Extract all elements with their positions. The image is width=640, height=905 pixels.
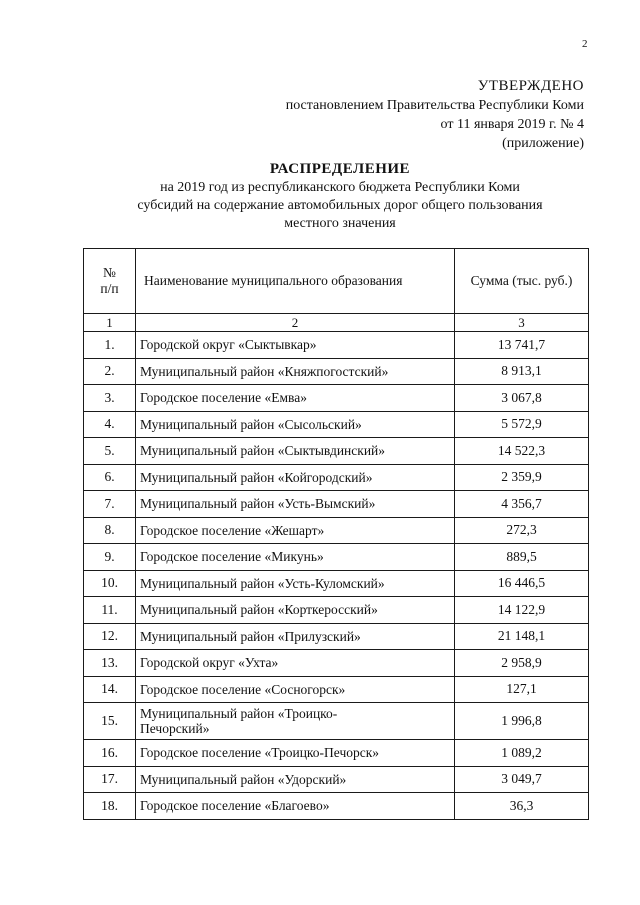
row-number: 1.	[84, 332, 136, 359]
row-sum: 36,3	[455, 793, 589, 820]
row-name: Муниципальный район «Корткеросский»	[136, 597, 455, 624]
row-number: 16.	[84, 740, 136, 767]
header-number-sign: №	[103, 265, 116, 280]
row-name	[136, 703, 455, 740]
row-name-line: Муниципальный район «Троицко-	[140, 706, 338, 721]
row-sum: 13 741,7	[455, 332, 589, 359]
table-row	[84, 793, 589, 820]
table-row	[84, 597, 589, 624]
table-column-numbers-row	[84, 314, 589, 332]
column-number: 1	[84, 314, 136, 332]
row-name: Городской округ «Ухта»	[136, 650, 455, 677]
row-number: 8.	[84, 517, 136, 544]
document-title-block	[100, 160, 580, 233]
approval-line: постановлением Правительства Республики Коми	[285, 98, 584, 113]
row-name: Городское поселение «Троицко-Печорск»	[136, 740, 455, 767]
row-number: 5.	[84, 438, 136, 465]
row-sum: 2 359,9	[455, 464, 589, 491]
approval-appendix-line: (приложение)	[502, 136, 584, 151]
row-sum: 2 958,9	[455, 650, 589, 677]
row-number: 9.	[84, 544, 136, 571]
row-name: Муниципальный район «Сысольский»	[136, 411, 455, 438]
row-name: Муниципальный район «Койгородский»	[136, 464, 455, 491]
row-number: 2.	[84, 358, 136, 385]
column-number: 2	[136, 314, 455, 332]
approval-date-line: от 11 января 2019 г. № 4	[440, 117, 584, 132]
page-number: 2	[582, 38, 588, 50]
column-number: 3	[455, 314, 589, 332]
header-number-pp: п/п	[100, 281, 119, 296]
document-subtitle-line: субсидий на содержание автомобильных дорог общего пользования	[137, 198, 543, 213]
table-row	[84, 491, 589, 518]
row-name: Городское поселение «Сосногорск»	[136, 676, 455, 703]
table-row	[84, 332, 589, 359]
row-sum: 3 049,7	[455, 766, 589, 793]
table-row	[84, 740, 589, 767]
row-number: 14.	[84, 676, 136, 703]
distribution-table	[83, 248, 589, 820]
row-number: 13.	[84, 650, 136, 677]
table-row	[84, 570, 589, 597]
row-name: Муниципальный район «Усть-Вымский»	[136, 491, 455, 518]
table-row	[84, 650, 589, 677]
table-row	[84, 358, 589, 385]
row-sum: 14 122,9	[455, 597, 589, 624]
header-number	[84, 249, 136, 314]
table-row	[84, 464, 589, 491]
row-sum: 272,3	[455, 517, 589, 544]
row-number: 7.	[84, 491, 136, 518]
row-sum: 8 913,1	[455, 358, 589, 385]
row-sum: 889,5	[455, 544, 589, 571]
row-name: Муниципальный район «Удорский»	[136, 766, 455, 793]
table-row	[84, 623, 589, 650]
row-number: 18.	[84, 793, 136, 820]
row-name: Городское поселение «Благоево»	[136, 793, 455, 820]
row-name: Городской округ «Сыктывкар»	[136, 332, 455, 359]
row-sum: 16 446,5	[455, 570, 589, 597]
row-name: Муниципальный район «Прилузский»	[136, 623, 455, 650]
table-row	[84, 438, 589, 465]
row-number: 12.	[84, 623, 136, 650]
row-sum: 14 522,3	[455, 438, 589, 465]
table-row	[84, 517, 589, 544]
row-sum: 3 067,8	[455, 385, 589, 412]
approval-heading: УТВЕРЖДЕНО	[477, 78, 584, 94]
table-row	[84, 766, 589, 793]
table-row	[84, 544, 589, 571]
row-sum: 21 148,1	[455, 623, 589, 650]
row-name-line: Печорский»	[140, 721, 210, 736]
row-sum: 4 356,7	[455, 491, 589, 518]
row-number: 10.	[84, 570, 136, 597]
row-name: Муниципальный район «Сыктывдинский»	[136, 438, 455, 465]
row-number: 3.	[84, 385, 136, 412]
row-name: Муниципальный район «Княжпогостский»	[136, 358, 455, 385]
table-header-row	[84, 249, 589, 314]
row-name: Городское поселение «Микунь»	[136, 544, 455, 571]
row-number: 11.	[84, 597, 136, 624]
row-number: 6.	[84, 464, 136, 491]
row-sum: 1 996,8	[455, 703, 589, 740]
table-row	[84, 411, 589, 438]
approval-block	[286, 77, 584, 153]
table-row	[84, 385, 589, 412]
row-number: 15.	[84, 703, 136, 740]
header-name: Наименование муниципального образования	[136, 249, 455, 314]
row-number: 4.	[84, 411, 136, 438]
document-title: РАСПРЕДЕЛЕНИЕ	[269, 161, 411, 177]
row-name: Муниципальный район «Усть-Куломский»	[136, 570, 455, 597]
document-subtitle-line: местного значения	[284, 216, 396, 231]
row-number: 17.	[84, 766, 136, 793]
document-subtitle-line: на 2019 год из республиканского бюджета Республики Коми	[160, 180, 520, 195]
row-name: Городское поселение «Жешарт»	[136, 517, 455, 544]
row-sum: 1 089,2	[455, 740, 589, 767]
row-sum: 127,1	[455, 676, 589, 703]
row-name: Городское поселение «Емва»	[136, 385, 455, 412]
table-row	[84, 703, 589, 740]
table-row	[84, 676, 589, 703]
row-sum: 5 572,9	[455, 411, 589, 438]
header-sum: Сумма (тыс. руб.)	[455, 249, 589, 314]
